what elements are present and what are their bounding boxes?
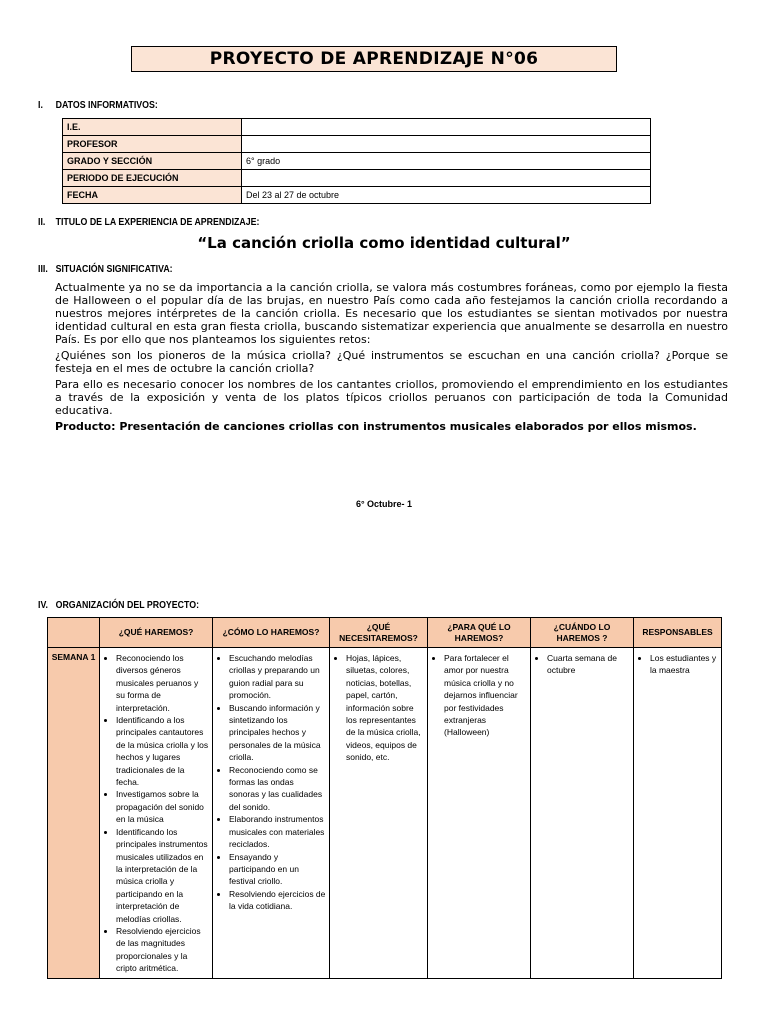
section-heading: SITUACIÓN SIGNIFICATIVA: <box>55 264 173 275</box>
list-item: • Resolviendo ejercicios de las magnitudes proporcionales y la cripto aritmética. <box>116 925 209 975</box>
section-number: III. <box>38 264 48 275</box>
column-header-que: ¿QUÉ HAREMOS? <box>100 618 213 648</box>
info-label-profesor: PROFESOR <box>63 136 242 153</box>
info-label-grado: GRADO Y SECCIÓN <box>63 153 242 170</box>
section-titulo-experiencia <box>38 217 259 228</box>
table-row <box>48 648 722 979</box>
cell-responsables <box>634 648 722 979</box>
list-item: • Escuchando melodías criollas y preparando un guion radial para su promoción. <box>229 652 326 702</box>
paragraph: Actualmente ya no se da importancia a la canción criolla, se valora más costumbres foráneas, como por ejemplo la fiesta de Halloween o el popular día de las brujas, en nuestro País como cada año festejamos la canción criolla recordando a nuestros mejores intérpretes de la canción criolla. Es necesario que los estudiantes se sientan motivados por nuestra identidad cultural en esta gran fiesta criolla, buscando sistematizar experiencia que anualmente se desarrolla en nuestro País. Es por ello que nos planteamos los siguientes retos: <box>55 281 728 346</box>
list-item: • Buscando información y sintetizando los principales hechos y personales de la música criolla. <box>229 702 326 764</box>
list-item: • Los estudiantes y la maestra <box>650 652 718 677</box>
product-statement: Producto: Presentación de canciones criollas con instrumentos musicales elaborados por ellos mismos. <box>55 420 697 433</box>
info-value-profesor <box>242 136 651 153</box>
page-footer-mark: 6° Octubre- 1 <box>355 499 413 509</box>
info-label-ie: I.E. <box>63 119 242 136</box>
table-row <box>63 136 651 153</box>
section-number: IV. <box>38 600 48 611</box>
list-item: • Reconociendo como se formas las ondas sonoras y las cualidades del sonido. <box>229 764 326 814</box>
organizacion-table <box>47 617 722 979</box>
list-item: • Cuarta semana de octubre <box>547 652 630 677</box>
section-situacion-significativa <box>38 264 173 275</box>
week-label: SEMANA 1 <box>48 648 100 979</box>
section-datos-informativos <box>38 100 158 111</box>
table-row <box>63 153 651 170</box>
section-organizacion <box>38 600 199 611</box>
cell-necesitaremos <box>330 648 428 979</box>
paragraph: ¿Quiénes son los pioneros de la música criolla? ¿Qué instrumentos se escuchan en una canción criolla? ¿Porque se festeja en el mes de octubre la canción criolla? <box>55 349 728 375</box>
info-label-fecha: FECHA <box>63 187 242 204</box>
list-item: • Para fortalecer el amor por nuestra música criolla y no dejarnos influenciar por festividades extranjeras (Halloween) <box>444 652 527 739</box>
section-number: I. <box>38 100 43 111</box>
column-header-como: ¿CÓMO LO HAREMOS? <box>213 618 330 648</box>
section-heading: DATOS INFORMATIVOS: <box>55 100 158 111</box>
list-item: • Identificando a los principales cantautores de la música criolla y los hechos y lugares tradicionales de la fecha. <box>116 714 209 788</box>
table-row <box>63 119 651 136</box>
table-row <box>63 187 651 204</box>
list-item: • Resolviendo ejercicios de la vida cotidiana. <box>229 888 326 913</box>
cell-para-que <box>428 648 531 979</box>
list-item: • Hojas, lápices, siluetas, colores, noticias, botellas, papel, cartón, información sobre los representantes de la música criolla, videos, equipos de sonido, etc. <box>346 652 424 764</box>
list-item: • Ensayando y participando en un festival criollo. <box>229 851 326 888</box>
info-label-periodo: PERIODO DE EJECUCIÓN <box>63 170 242 187</box>
list-item: • Identificando los principales instrumentos musicales utilizados en la interpretación de la música criolla y participando en la interpretación de melodías criollas. <box>116 826 209 925</box>
info-value-fecha: Del 23 al 27 de octubre <box>242 187 651 204</box>
table-row <box>63 170 651 187</box>
info-value-periodo <box>242 170 651 187</box>
section-heading: ORGANIZACIÓN DEL PROYECTO: <box>55 600 200 611</box>
info-value-ie <box>242 119 651 136</box>
column-header-cuando: ¿CUÁNDO LO HAREMOS ? <box>531 618 634 648</box>
cell-como <box>213 648 330 979</box>
list-item: • Investigamos sobre la propagación del sonido en la música <box>116 788 209 825</box>
list-item: • Elaborando instrumentos musicales con materiales reciclados. <box>229 813 326 850</box>
column-header <box>48 618 100 648</box>
column-header-necesitaremos: ¿QUÉ NECESITAREMOS? <box>330 618 428 648</box>
column-header-para-que: ¿PARA QUÉ LO HAREMOS? <box>428 618 531 648</box>
paragraph: Para ello es necesario conocer los nombres de los cantantes criollos, promoviendo el emprendimiento en los estudiantes a través de la exposición y venta de los platos típicos criollos peruanos con participación de toda la Comunidad educativa. <box>55 378 728 417</box>
list-item: • Reconociendo los diversos géneros musicales peruanos y su forma de interpretación. <box>116 652 209 714</box>
cell-que <box>100 648 213 979</box>
table-header-row <box>48 618 722 648</box>
info-value-grado: 6° grado <box>242 153 651 170</box>
section-number: II. <box>38 217 46 228</box>
experience-title: “La canción criolla como identidad cultural” <box>197 234 571 252</box>
situacion-text <box>55 281 728 436</box>
cell-cuando <box>531 648 634 979</box>
column-header-responsables: RESPONSABLES <box>634 618 722 648</box>
project-title: PROYECTO DE APRENDIZAJE N°06 <box>131 46 617 72</box>
datos-informativos-table <box>62 118 651 204</box>
section-heading: TITULO DE LA EXPERIENCIA DE APRENDIZAJE: <box>55 217 260 228</box>
